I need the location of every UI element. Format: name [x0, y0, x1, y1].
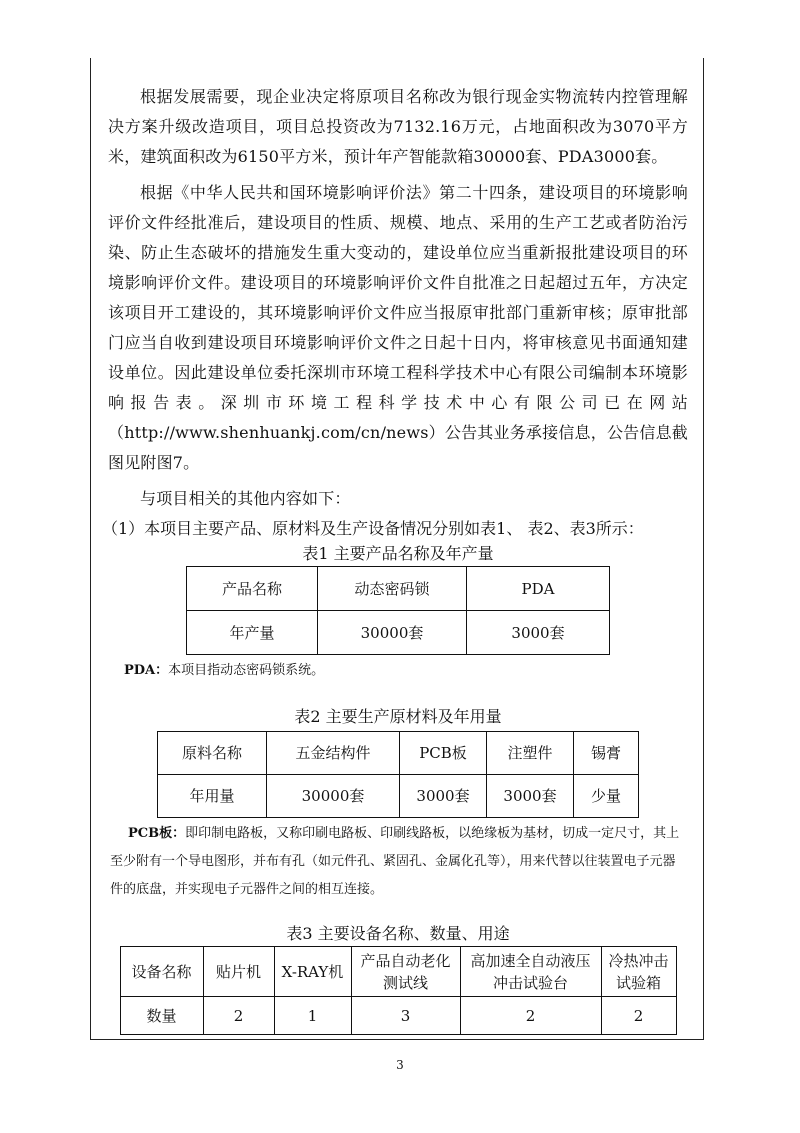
table-cell: 2 — [203, 997, 274, 1035]
table-cell: 数量 — [120, 997, 203, 1035]
table-cell: 3000套 — [400, 775, 487, 818]
table-cell: 产品自动老化测试线 — [351, 947, 460, 997]
table-cell: 设备名称 — [120, 947, 203, 997]
table1 — [186, 566, 610, 655]
table-cell: 30000套 — [267, 775, 400, 818]
table-cell: 2 — [601, 997, 676, 1035]
table-cell: 原料名称 — [158, 732, 267, 775]
intro-line: （1）本项目主要产品、原材料及生产设备情况分别如表1、 表2、表3所示： — [102, 519, 644, 538]
note-label: PCB板： — [128, 826, 186, 841]
table-row — [120, 947, 676, 997]
table-cell: 少量 — [574, 775, 639, 818]
table-cell: 五金结构件 — [267, 732, 400, 775]
table2-caption: 表2 主要生产原材料及年用量 — [294, 707, 502, 726]
table-row — [187, 567, 610, 611]
table-cell: 3000套 — [487, 775, 574, 818]
page-number: 3 — [396, 1058, 404, 1072]
note-text: 本项目指动态密码锁系统。 — [168, 663, 325, 678]
table-cell: 3 — [351, 997, 460, 1035]
table-cell: 年用量 — [158, 775, 267, 818]
paragraph-other-content: 与项目相关的其他内容如下： — [140, 489, 351, 508]
table-cell: PCB板 — [400, 732, 487, 775]
note-label: PDA： — [124, 663, 169, 678]
note-text: 即印制电路板，又称印刷电路板、印刷线路板，以绝缘板为基材，切成一定尺寸，其上至少附有一个导电图形，并布有孔（如元件孔、紧固孔、金属化孔等），用来代替以往装置电子元器件的底盘，并实现电子元器件之间的相互连接。 — [110, 826, 680, 897]
document-body — [102, 82, 688, 1035]
table-cell: X-RAY机 — [274, 947, 351, 997]
table-cell: 30000套 — [318, 611, 467, 655]
table-cell: 3000套 — [467, 611, 610, 655]
paragraph-legal-basis: 根据《中华人民共和国环境影响评价法》第二十四条，建设项目的环境影响评价文件经批准后，建设项目的性质、规模、地点、采用的生产工艺或者防治污染、防止生态破坏的措施发生重大变动的，建设单位应当重新报批建设项目的环境影响评价文件。建设项目的环境影响评价文件自批准之日起超过五年，方决定该项目开工建设的，其环境影响评价文件应当报原审批部门重新审核；原审批部门应当自收到建设项目环境影响评价文件之日起十日内，将审核意见书面通知建设单位。因此建设单位委托深圳市环境工程科学技术中心有限公司编制本环境影响报告表。深圳市环境工程科学技术中心有限公司已在网站（http://www.shenhuankj.com/cn/news）公告其业务承接信息，公告信息截图见附图7。 — [108, 183, 688, 472]
table-row — [158, 732, 639, 775]
table-cell: 贴片机 — [203, 947, 274, 997]
table-cell: 动态密码锁 — [318, 567, 467, 611]
table1-caption: 表1 主要产品名称及年产量 — [302, 544, 494, 563]
table-cell: 年产量 — [187, 611, 318, 655]
table2 — [157, 731, 639, 818]
table-row — [120, 997, 676, 1035]
table-cell: 1 — [274, 997, 351, 1035]
table-row — [187, 611, 610, 655]
table-cell: 冷热冲击试验箱 — [601, 947, 676, 997]
table2-note — [110, 820, 688, 904]
table-cell: 2 — [460, 997, 601, 1035]
table-cell: 产品名称 — [187, 567, 318, 611]
table-cell: 注塑件 — [487, 732, 574, 775]
table-cell: 高加速全自动液压冲击试验台 — [460, 947, 601, 997]
table3 — [120, 946, 677, 1035]
table-cell: 锡膏 — [574, 732, 639, 775]
paragraph-project-change: 根据发展需要，现企业决定将原项目名称改为银行现金实物流转内控管理解决方案升级改造项目，项目总投资改为7132.16万元，占地面积改为3070平方米，建筑面积改为6150平方米，预计年产智能款箱30000套、PDA3000套。 — [108, 87, 688, 166]
table-row — [158, 775, 639, 818]
table1-note — [124, 657, 688, 685]
table-cell: PDA — [467, 567, 610, 611]
table3-caption: 表3 主要设备名称、数量、用途 — [286, 924, 510, 943]
